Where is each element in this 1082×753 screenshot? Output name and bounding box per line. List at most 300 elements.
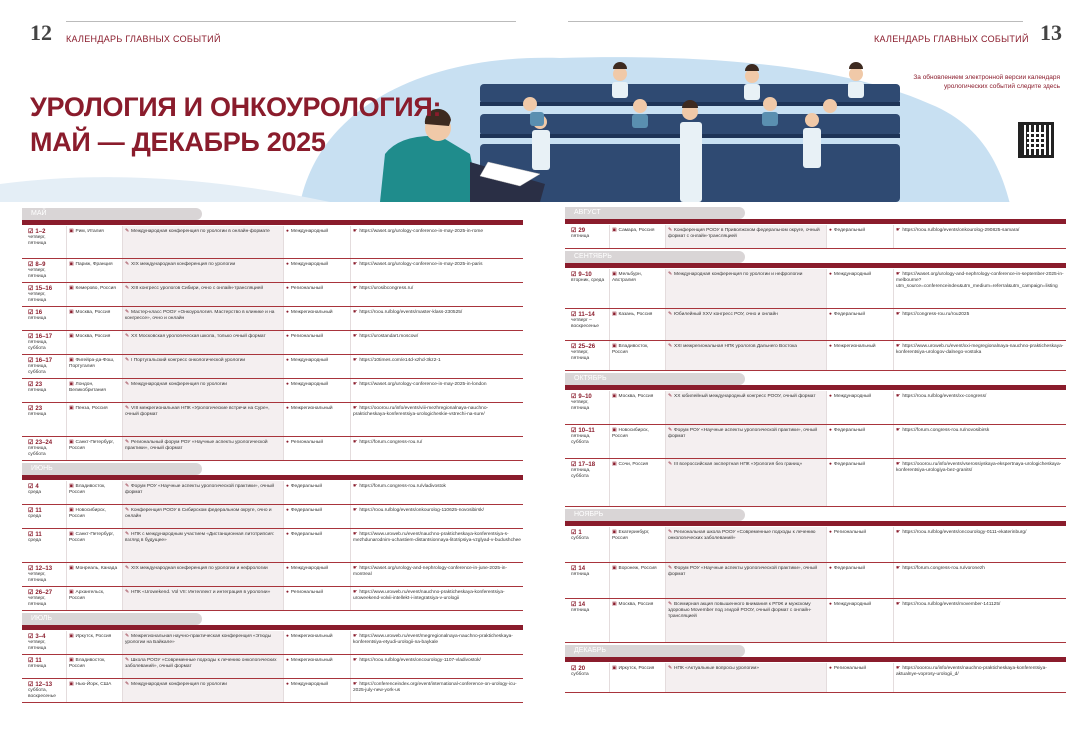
pin-icon: ● — [286, 590, 289, 595]
pencil-icon: ✎ — [668, 602, 673, 607]
building-icon: ▣ — [69, 262, 74, 267]
calendar-icon: ☑ — [571, 344, 577, 350]
building-icon: ▣ — [69, 566, 74, 571]
pencil-icon: ✎ — [125, 508, 130, 513]
event-title: ✎ Конференция РООУ в Приволжском федеральном округе, очный формат с онлайн-трансляцией — [666, 225, 827, 248]
event-link[interactable]: ☛ https://10times.com/e14d-xzhd-3kz2-1 — [353, 358, 441, 363]
event-link[interactable]: ☛ https://forum.congress-rou.ru/novosibirsk — [896, 428, 990, 433]
building-icon: ▣ — [69, 382, 74, 387]
event-row — [22, 505, 523, 529]
event-link[interactable]: ☛ https://waset.org/urology-conference-in-may-2025-in-paris — [353, 262, 483, 267]
event-row — [22, 259, 523, 283]
page-title: УРОЛОГИЯ И ОНКОУРОЛОГИЯ: МАЙ — ДЕКАБРЬ 2025 — [30, 92, 442, 157]
event-status: ● Международный — [827, 391, 894, 424]
event-status: ● Федеральный — [284, 481, 351, 504]
building-icon: ▣ — [69, 590, 74, 595]
event-status: ● Международный — [284, 259, 351, 282]
building-icon: ▣ — [69, 310, 74, 315]
event-status: ● Межрегиональный — [827, 341, 894, 370]
event-row — [565, 563, 1066, 599]
event-status: ● Региональный — [827, 527, 894, 562]
building-icon: ▣ — [69, 229, 74, 234]
event-status: ● Федеральный — [827, 225, 894, 248]
pin-icon: ● — [286, 310, 289, 315]
event-date: ☑ 16 пятница — [22, 307, 67, 330]
event-date: ☑ 3–4 четверг, пятница — [22, 631, 67, 654]
event-link[interactable]: ☛ https://www.uroweb.ru/event/megregionalnaya-nauchno-prakticheskaya-konferentsiya-etyudi-urologii-na-baykale — [353, 634, 513, 645]
event-title: ✎ XXI межрегиональная НПК урологов Дальнего Востока — [666, 341, 827, 370]
event-title: ✎ Форум РОУ «Научные аспекты урологической практики», очный формат — [123, 481, 284, 504]
event-city: ▣ Москва, Россия — [610, 599, 666, 642]
calendar-icon: ☑ — [28, 566, 34, 572]
pointer-icon: ☛ — [353, 406, 358, 411]
calendar-icon: ☑ — [28, 358, 34, 364]
event-city: ▣ Мельбурн, Австралия — [610, 269, 666, 308]
event-title: ✎ НПК «Urowekend. Vol VII: Интеллект и интеграция в урологии» — [123, 587, 284, 610]
event-date: ☑ 17–18 пятница, суббота — [565, 459, 610, 506]
event-date: ☑ 8–9 четверг, пятница — [22, 259, 67, 282]
event-city: ▣ Иркутск, Россия — [67, 631, 123, 654]
event-row — [22, 355, 523, 379]
event-status: ● Региональный — [284, 437, 351, 460]
event-link[interactable]: ☛ https://www.uroweb.ru/event/nauchno-prakticheskaya-konferentsiya-uroweekend-volvii-intellekt-i-integratsiya-v-urologii — [353, 590, 505, 601]
pin-icon: ● — [286, 286, 289, 291]
month-header: ДЕКАБРЬ — [565, 645, 745, 657]
event-title: ✎ Юбилейный XXV конгресс РОУ, очно и онлайн — [666, 309, 827, 340]
pointer-icon: ☛ — [896, 428, 901, 433]
left-header: КАЛЕНДАРЬ ГЛАВНЫХ СОБЫТИЙ — [66, 34, 221, 44]
pin-icon: ● — [286, 634, 289, 639]
event-date: ☑ 14 пятница — [565, 599, 610, 642]
building-icon: ▣ — [69, 484, 74, 489]
event-title: ✎ XX юбилейный международный конгресс РООУ, очный формат — [666, 391, 827, 424]
event-link[interactable]: ☛ https://waset.org/urology-conference-in-may-2025-in-london — [353, 382, 487, 387]
building-icon: ▣ — [612, 602, 617, 607]
event-status: ● Федеральный — [827, 309, 894, 340]
calendar-icon: ☑ — [28, 334, 34, 340]
month-header: СЕНТЯБРЬ — [565, 251, 745, 263]
event-row — [22, 403, 523, 437]
event-row — [22, 529, 523, 563]
event-title: ✎ Региональная школа РООУ «Современные подходы к лечению онкологических заболеваний» — [666, 527, 827, 562]
event-city: ▣ Москва, Россия — [67, 307, 123, 330]
calendar-icon: ☑ — [571, 272, 577, 278]
pointer-icon: ☛ — [353, 508, 358, 513]
event-status: ● Федеральный — [827, 459, 894, 506]
event-status: ● Международный — [284, 226, 351, 258]
pencil-icon: ✎ — [125, 682, 130, 687]
pointer-icon: ☛ — [353, 658, 358, 663]
event-row — [565, 527, 1066, 563]
pointer-icon: ☛ — [353, 229, 358, 234]
event-status: ● Федеральный — [284, 505, 351, 528]
calendar-icon: ☑ — [28, 229, 34, 235]
calendar-icon: ☑ — [571, 602, 577, 608]
event-city: ▣ Новосибирск, Россия — [67, 505, 123, 528]
event-link[interactable]: ☛ https://urosibcongress.ru/ — [353, 286, 414, 291]
event-link[interactable]: ☛ https://roou.ru/blog/events/oncourology-0111-ekaterinburg/ — [896, 530, 1027, 535]
pin-icon: ● — [829, 394, 832, 399]
pointer-icon: ☛ — [896, 462, 901, 467]
calendar-icon: ☑ — [28, 286, 34, 292]
pointer-icon: ☛ — [896, 272, 901, 277]
event-link[interactable]: ☛ https://roou.ru/blog/events/movember-141125/ — [896, 602, 1001, 607]
event-status: ● Региональный — [827, 663, 894, 692]
building-icon: ▣ — [612, 666, 617, 671]
pointer-icon: ☛ — [353, 382, 358, 387]
event-date: ☑ 12–13 суббота, воскресенье — [22, 679, 67, 702]
pointer-icon: ☛ — [353, 566, 358, 571]
pointer-icon: ☛ — [353, 334, 358, 339]
pin-icon: ● — [829, 228, 832, 233]
event-title: ✎ XX Московская урологическая школа, только очный формат — [123, 331, 284, 354]
pencil-icon: ✎ — [668, 530, 673, 535]
event-row — [565, 459, 1066, 507]
qr-code[interactable] — [1018, 122, 1054, 158]
pencil-icon: ✎ — [668, 462, 673, 467]
calendar-icon: ☑ — [28, 484, 34, 490]
event-status: ● Межрегиональный — [284, 307, 351, 330]
pin-icon: ● — [829, 566, 832, 571]
event-row — [565, 309, 1066, 341]
calendar-icon: ☑ — [571, 530, 577, 536]
building-icon: ▣ — [612, 312, 617, 317]
pin-icon: ● — [286, 406, 289, 411]
pin-icon: ● — [286, 682, 289, 687]
pointer-icon: ☛ — [353, 262, 358, 267]
pointer-icon: ☛ — [353, 682, 358, 687]
event-title: ✎ Форум РОУ «Научные аспекты урологической практики», очный формат — [666, 563, 827, 598]
event-link[interactable]: ☛ https://ooorou.ru/info/events/nauchno-prakticheskaya-konferentsiya-aktualnye-voprosy-urologii_d/ — [896, 666, 1047, 677]
event-city: ▣ Москва, Россия — [610, 391, 666, 424]
pencil-icon: ✎ — [668, 666, 673, 671]
event-status: ● Межрегиональный — [284, 403, 351, 436]
pencil-icon: ✎ — [125, 440, 130, 445]
pencil-icon: ✎ — [125, 590, 130, 595]
pointer-icon: ☛ — [353, 358, 358, 363]
calendar-icon: ☑ — [28, 634, 34, 640]
pin-icon: ● — [286, 358, 289, 363]
pointer-icon: ☛ — [896, 312, 901, 317]
event-title: ✎ VIII межрегиональная НПК «Урологические встречи на Суре», очный формат — [123, 403, 284, 436]
calendar-icon: ☑ — [571, 666, 577, 672]
event-link[interactable]: ☛ https://waset.org/urology-and-nephrology-conference-in-september-2025-in-melbourne?utm_source=conferenceindex&utm_medium=referral&utm_campaign=listing — [896, 272, 1064, 289]
event-status: ● Международный — [827, 599, 894, 642]
calendar-icon: ☑ — [28, 310, 34, 316]
event-title: ✎ Международная конференция по урологии — [123, 379, 284, 402]
left-schedule-table — [22, 206, 523, 703]
event-link[interactable]: ☛ https://conferenceindex.org/event/international-conference-on-urology-icu-2025-july-new-york-us — [353, 682, 517, 693]
event-row — [565, 599, 1066, 643]
event-city: ▣ Владивосток, Россия — [67, 481, 123, 504]
event-date: ☑ 1–2 четверг, пятница — [22, 226, 67, 258]
pointer-icon: ☛ — [896, 566, 901, 571]
event-title: ✎ Международная конференция по урологии — [123, 679, 284, 702]
event-city: ▣ Сочи, Россия — [610, 459, 666, 506]
building-icon: ▣ — [69, 508, 74, 513]
event-link[interactable]: ☛ https://forum.congress-rou.ru/vladivostok — [353, 484, 446, 489]
pencil-icon: ✎ — [668, 428, 673, 433]
event-date: ☑ 26–27 четверг, пятница — [22, 587, 67, 610]
calendar-icon: ☑ — [28, 440, 34, 446]
calendar-icon: ☑ — [28, 406, 34, 412]
event-row — [565, 391, 1066, 425]
pointer-icon: ☛ — [896, 602, 901, 607]
event-link[interactable]: ☛ https://urostandart.moscow/ — [353, 334, 419, 339]
event-title: ✎ III всероссийская экспертная НПК «Урология без границ» — [666, 459, 827, 506]
building-icon: ▣ — [69, 634, 74, 639]
event-status: ● Международный — [284, 355, 351, 378]
event-row — [22, 679, 523, 703]
pointer-icon: ☛ — [353, 286, 358, 291]
event-row — [22, 587, 523, 611]
calendar-icon: ☑ — [28, 508, 34, 514]
pointer-icon: ☛ — [353, 590, 358, 595]
pencil-icon: ✎ — [125, 634, 130, 639]
pencil-icon: ✎ — [125, 484, 130, 489]
calendar-icon: ☑ — [28, 682, 34, 688]
building-icon: ▣ — [612, 428, 617, 433]
pencil-icon: ✎ — [125, 262, 130, 267]
right-schedule-table — [565, 205, 1066, 693]
building-icon: ▣ — [612, 566, 617, 571]
event-city: ▣ Архангельск, Россия — [67, 587, 123, 610]
pencil-icon: ✎ — [668, 566, 673, 571]
event-link[interactable]: ☛ https://roou.ru/blog/events/master-klass-230525/ — [353, 310, 463, 315]
event-row — [22, 307, 523, 331]
pin-icon: ● — [286, 508, 289, 513]
pin-icon: ● — [286, 658, 289, 663]
event-status: ● Международный — [284, 379, 351, 402]
pencil-icon: ✎ — [668, 228, 673, 233]
building-icon: ▣ — [612, 394, 617, 399]
pin-icon: ● — [286, 262, 289, 267]
calendar-icon: ☑ — [571, 462, 577, 468]
event-city: ▣ Монреаль, Канада — [67, 563, 123, 586]
event-link[interactable]: ☛ https://roou.ru/blog/events/onkourolog-290825-samara/ — [896, 228, 1020, 233]
building-icon: ▣ — [612, 462, 617, 467]
event-date: ☑ 16–17 пятница, суббота — [22, 331, 67, 354]
building-icon: ▣ — [69, 658, 74, 663]
event-title: ✎ Школа РООУ «Современные подходы к лечению онкологических заболеваний», очный формат — [123, 655, 284, 678]
pencil-icon: ✎ — [668, 394, 673, 399]
event-title: ✎ НПК «Актуальные вопросы урологии» — [666, 663, 827, 692]
pin-icon: ● — [286, 532, 289, 537]
event-row — [22, 226, 523, 259]
event-date: ☑ 11 пятница — [22, 655, 67, 678]
event-date: ☑ 23–24 пятница, суббота — [22, 437, 67, 460]
event-date: ☑ 29 пятница — [565, 225, 610, 248]
event-title: ✎ XIII конгресс урологов Сибири, очно с онлайн-трансляцией — [123, 283, 284, 306]
event-status: ● Международный — [284, 679, 351, 702]
event-status: ● Федеральный — [827, 425, 894, 458]
event-row — [565, 341, 1066, 371]
event-date: ☑ 11–14 четверг – воскресенье — [565, 309, 610, 340]
calendar-icon: ☑ — [28, 382, 34, 388]
pin-icon: ● — [829, 602, 832, 607]
event-date: ☑ 25–26 четверг, пятница — [565, 341, 610, 370]
event-row — [565, 425, 1066, 459]
event-link[interactable]: ☛ https://www.uroweb.ru/event/xxi-megregionalnaya-nauchno-prakticheskaya-konferentsiya-urologov-dalnego-vostoka — [896, 344, 1064, 355]
event-city: ▣ Москва, Россия — [67, 331, 123, 354]
event-row — [565, 269, 1066, 309]
event-city: ▣ Париж, Франция — [67, 259, 123, 282]
event-title: ✎ Мастер-класс РООУ «Онкоурология. Мастерство в клинике и на конгрессе», очно и онлайн — [123, 307, 284, 330]
pin-icon: ● — [829, 344, 832, 349]
right-page-number: 13 — [1040, 20, 1062, 45]
pencil-icon: ✎ — [125, 382, 130, 387]
building-icon: ▣ — [612, 228, 617, 233]
event-link[interactable]: ☛ https://roou.ru/blog/events/xx-congress/ — [896, 394, 987, 399]
month-header: ИЮЛЬ — [22, 613, 202, 625]
pin-icon: ● — [286, 382, 289, 387]
building-icon: ▣ — [612, 344, 617, 349]
event-status: ● Межрегиональный — [284, 655, 351, 678]
month-header: НОЯБРЬ — [565, 509, 745, 521]
event-date: ☑ 4 среда — [22, 481, 67, 504]
calendar-icon: ☑ — [571, 312, 577, 318]
event-city: ▣ Нью-Йорк, США — [67, 679, 123, 702]
month-header: ОКТЯБРЬ — [565, 373, 745, 385]
event-date: ☑ 11 среда — [22, 529, 67, 562]
pencil-icon: ✎ — [668, 312, 673, 317]
event-date: ☑ 9–10 четверг, пятница — [565, 391, 610, 424]
event-city: ▣ Кемерово, Россия — [67, 283, 123, 306]
pointer-icon: ☛ — [896, 666, 901, 671]
building-icon: ▣ — [69, 286, 74, 291]
building-icon: ▣ — [612, 272, 617, 277]
event-date: ☑ 12–13 четверг, пятница — [22, 563, 67, 586]
event-row — [22, 481, 523, 505]
event-date: ☑ 11 среда — [22, 505, 67, 528]
pencil-icon: ✎ — [125, 566, 130, 571]
event-row — [565, 663, 1066, 693]
pencil-icon: ✎ — [125, 532, 130, 537]
month-header: АВГУСТ — [565, 207, 745, 219]
event-row — [22, 563, 523, 587]
calendar-icon: ☑ — [28, 262, 34, 268]
pointer-icon: ☛ — [353, 634, 358, 639]
left-page-number: 12 — [30, 20, 52, 45]
event-city: ▣ Рим, Италия — [67, 226, 123, 258]
event-city: ▣ Фигейра-да-Фош, Португалия — [67, 355, 123, 378]
pencil-icon: ✎ — [125, 310, 130, 315]
event-city: ▣ Санкт-Петербург, Россия — [67, 529, 123, 562]
event-city: ▣ Екатеринбург, Россия — [610, 527, 666, 562]
event-title: ✎ Международная конференция по урологии и нефрологии — [666, 269, 827, 308]
calendar-icon: ☑ — [571, 566, 577, 572]
pencil-icon: ✎ — [125, 229, 130, 234]
event-date: ☑ 23 пятница — [22, 379, 67, 402]
event-status: ● Федеральный — [284, 529, 351, 562]
building-icon: ▣ — [69, 440, 74, 445]
building-icon: ▣ — [69, 406, 74, 411]
event-title: ✎ Международная конференция по урологии в онлайн-формате — [123, 226, 284, 258]
event-title: ✎ Межрегиональная научно-практическая конференция «Этюды урологии на Байкале» — [123, 631, 284, 654]
event-link[interactable]: ☛ https://ooorou.ru/info/events/vserossiyskaya-ekspertnaya-urologicheskaya-konferentsiya-urologiya-bez-granits/ — [896, 462, 1062, 473]
event-link[interactable]: ☛ https://forum.congress-rou.ru/ — [353, 440, 423, 445]
pointer-icon: ☛ — [896, 344, 901, 349]
pointer-icon: ☛ — [353, 440, 358, 445]
pointer-icon: ☛ — [896, 228, 901, 233]
event-status: ● Региональный — [284, 331, 351, 354]
event-title: ✎ XIX международная конференция по урологии — [123, 259, 284, 282]
event-row — [22, 437, 523, 461]
event-title: ✎ I Португальский конгресс онкологической урологии — [123, 355, 284, 378]
event-link[interactable]: ☛ https://ooorou.ru/info/events/viii-mezhregionalnaya-nauchno-prakticheskaya-konferentsiya-urologicheskie-vstrechi-na-sure/ — [353, 406, 489, 417]
pin-icon: ● — [829, 428, 832, 433]
event-link[interactable]: ☛ https://waset.org/urology-conference-in-may-2025-in-rome — [353, 229, 484, 234]
pointer-icon: ☛ — [353, 484, 358, 489]
event-date: ☑ 14 пятница — [565, 563, 610, 598]
month-header: МАЙ — [22, 208, 202, 220]
event-link[interactable]: ☛ https://roou.ru/blog/events/onkourolog-110625-novosibirsk/ — [353, 508, 485, 513]
calendar-icon: ☑ — [28, 532, 34, 538]
pin-icon: ● — [829, 666, 832, 671]
qr-caption: За обновлением электронной версии календаря урологических событий следите здесь — [913, 74, 1060, 90]
event-link[interactable]: ☛ https://forum.congress-rou.ru/voronezh — [896, 566, 985, 571]
event-status: ● Федеральный — [827, 563, 894, 598]
pin-icon: ● — [286, 484, 289, 489]
building-icon: ▣ — [69, 358, 74, 363]
building-icon: ▣ — [69, 682, 74, 687]
pencil-icon: ✎ — [125, 286, 130, 291]
event-link[interactable]: ☛ https://waset.org/urology-and-nephrology-conference-in-june-2025-in-montreal — [353, 566, 508, 577]
pin-icon: ● — [286, 566, 289, 571]
pointer-icon: ☛ — [353, 532, 358, 537]
calendar-icon: ☑ — [571, 228, 577, 234]
event-date: ☑ 1 суббота — [565, 527, 610, 562]
event-date: ☑ 9–10 вторник, среда — [565, 269, 610, 308]
event-city: ▣ Санкт-Петербург, Россия — [67, 437, 123, 460]
pencil-icon: ✎ — [125, 406, 130, 411]
calendar-icon: ☑ — [571, 428, 577, 434]
building-icon: ▣ — [69, 532, 74, 537]
event-title: ✎ Форум РОУ «Научные аспекты урологической практики», очный формат — [666, 425, 827, 458]
event-city: ▣ Лондон, Великобритания — [67, 379, 123, 402]
event-status: ● Межрегиональный — [284, 631, 351, 654]
event-date: ☑ 20 суббота — [565, 663, 610, 692]
pencil-icon: ✎ — [668, 344, 673, 349]
calendar-icon: ☑ — [28, 590, 34, 596]
pencil-icon: ✎ — [125, 358, 130, 363]
event-title: ✎ XIX международная конференция по урологии и нефрологии — [123, 563, 284, 586]
event-link[interactable]: ☛ https://congress-rou.ru/rou2025 — [896, 312, 970, 317]
event-row — [22, 331, 523, 355]
event-status: ● Региональный — [284, 587, 351, 610]
event-city: ▣ Владивосток, Россия — [67, 655, 123, 678]
event-row — [22, 631, 523, 655]
event-status: ● Международный — [827, 269, 894, 308]
pin-icon: ● — [829, 530, 832, 535]
event-title: ✎ Региональный форум РОУ «Научные аспекты урологической практики», очный формат — [123, 437, 284, 460]
event-link[interactable]: ☛ https://www.uroweb.ru/event/nauchno-prakticheskaya-konferentsiya-s-mezhdunarodnim-uchastiem-distantsionnaya-litotripsiya-vzglyad-v-budushchee — [353, 532, 521, 543]
event-city: ▣ Пенза, Россия — [67, 403, 123, 436]
pin-icon: ● — [286, 229, 289, 234]
pin-icon: ● — [829, 312, 832, 317]
pencil-icon: ✎ — [668, 272, 673, 277]
event-row — [565, 225, 1066, 249]
event-status: ● Региональный — [284, 283, 351, 306]
building-icon: ▣ — [69, 334, 74, 339]
event-link[interactable]: ☛ https://roou.ru/blog/events/oncourology-1107-vladivostok/ — [353, 658, 481, 663]
pointer-icon: ☛ — [896, 530, 901, 535]
right-header: КАЛЕНДАРЬ ГЛАВНЫХ СОБЫТИЙ — [874, 34, 1029, 44]
event-title: ✎ Конференция РООУ в Сибирском федеральном округе, очно и онлайн — [123, 505, 284, 528]
event-title: ✎ Всемирная акция повышенного внимания к РПЖ и мужскому здоровью Movember под эгидой РООУ, очный формат с онлайн-трансляцией — [666, 599, 827, 642]
event-date: ☑ 23 пятница — [22, 403, 67, 436]
event-date: ☑ 10–11 пятница, суббота — [565, 425, 610, 458]
